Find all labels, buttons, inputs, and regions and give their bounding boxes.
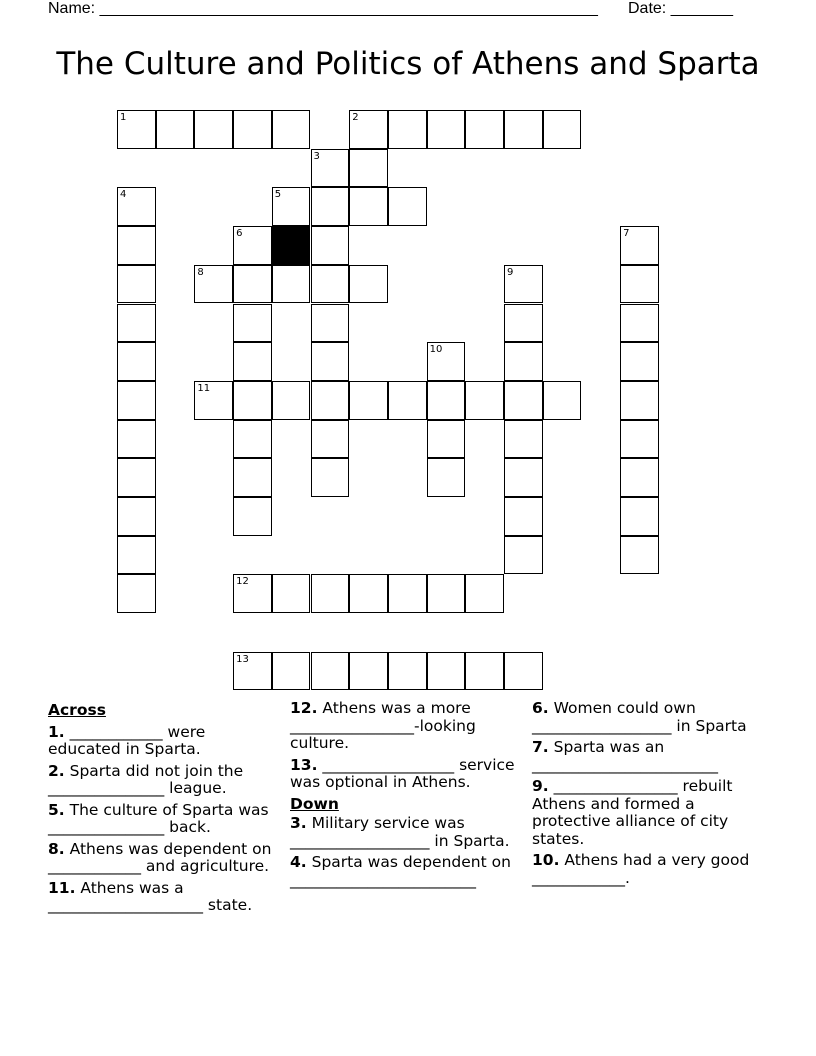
grid-cell[interactable] — [233, 110, 272, 149]
grid-cell[interactable] — [117, 226, 156, 265]
clue-item-text: ____________ were educated in Sparta. — [48, 722, 206, 758]
grid-cell[interactable] — [349, 574, 388, 613]
grid-cell[interactable] — [311, 304, 350, 343]
clue-number: 10 — [429, 344, 443, 356]
grid-cell[interactable] — [620, 420, 659, 459]
clue-number: 7 — [623, 228, 630, 240]
clue-item-text: _________________ service was optional in Athens. — [290, 755, 515, 791]
grid-cell[interactable] — [504, 458, 543, 497]
grid-cell[interactable] — [272, 265, 311, 304]
grid-cell[interactable] — [465, 652, 504, 691]
grid-cell[interactable] — [465, 381, 504, 420]
grid-cell[interactable] — [311, 187, 350, 226]
grid-cell[interactable] — [465, 574, 504, 613]
grid-cell[interactable] — [117, 381, 156, 420]
grid-cell[interactable] — [117, 304, 156, 343]
clues-column-3 — [532, 700, 772, 891]
clue-item-text: Athens was dependent on ____________ and agriculture. — [48, 839, 272, 875]
down-clue-list-continued — [532, 700, 772, 887]
page-title: The Culture and Politics of Athens and Sparta — [56, 46, 760, 82]
grid-cell[interactable] — [620, 536, 659, 575]
clue-item — [532, 852, 772, 887]
clue-item-text: The culture of Sparta was _______________ back. — [48, 800, 269, 836]
grid-cell[interactable] — [311, 420, 350, 459]
grid-cell[interactable] — [311, 458, 350, 497]
clue-number: 1 — [120, 112, 127, 123]
clue-number: 2 — [352, 112, 359, 123]
clue-item-number: 3. — [290, 814, 307, 832]
grid-cell[interactable] — [349, 265, 388, 304]
clue-item-number: 4. — [290, 853, 307, 871]
grid-cell[interactable] — [311, 226, 350, 265]
clue-item — [48, 724, 280, 759]
clue-item — [532, 700, 772, 735]
grid-cell[interactable] — [388, 110, 427, 149]
grid-cell[interactable] — [504, 420, 543, 459]
grid-cell[interactable] — [504, 652, 543, 691]
clue-item-number: 6. — [532, 699, 549, 717]
grid-cell[interactable] — [117, 265, 156, 304]
grid-cell[interactable] — [311, 381, 350, 420]
grid-cell[interactable] — [427, 458, 466, 497]
grid-cell[interactable] — [272, 574, 311, 613]
clue-number: 4 — [120, 189, 127, 201]
clue-item-number: 1. — [48, 722, 65, 741]
grid-cell[interactable] — [504, 536, 543, 575]
across-heading: Across — [48, 701, 106, 719]
grid-cell[interactable] — [543, 110, 582, 149]
grid-cell[interactable] — [233, 265, 272, 304]
grid-cell[interactable] — [620, 381, 659, 420]
grid-cell[interactable] — [504, 110, 543, 149]
grid-cell[interactable] — [427, 420, 466, 459]
grid-cell[interactable] — [272, 652, 311, 691]
grid-cell[interactable] — [311, 574, 350, 613]
grid-cell[interactable] — [117, 342, 156, 381]
grid-cell[interactable] — [465, 110, 504, 149]
date-field-label: Date: _______ — [628, 0, 733, 17]
down-heading: Down — [290, 794, 339, 813]
across-clue-list — [48, 724, 280, 915]
grid-cell[interactable] — [427, 574, 466, 613]
grid-cell[interactable] — [272, 381, 311, 420]
grid-cell[interactable] — [233, 342, 272, 381]
clue-item-text: Sparta was dependent on ________________________ — [290, 853, 511, 889]
clue-item-number: 9. — [532, 777, 549, 795]
grid-cell[interactable] — [117, 497, 156, 536]
grid-cell[interactable] — [504, 497, 543, 536]
grid-cell[interactable] — [388, 652, 427, 691]
clue-item — [290, 815, 526, 850]
across-clue-list-continued — [290, 700, 526, 792]
clue-item-text: Military service was __________________ in Sparta. — [290, 814, 510, 850]
grid-cell[interactable] — [427, 381, 466, 420]
clue-item-text: Athens was a more ________________-looking culture. — [290, 699, 476, 752]
grid-cell[interactable] — [117, 458, 156, 497]
clue-number: 11 — [197, 382, 211, 394]
grid-cell[interactable] — [117, 536, 156, 575]
grid-cell[interactable] — [388, 381, 427, 420]
grid-cell[interactable] — [504, 381, 543, 420]
grid-cell[interactable] — [117, 574, 156, 613]
clue-item-text: Women could own __________________ in Sparta — [532, 699, 747, 735]
name-field-label: Name: ________________________________________________________ — [48, 0, 598, 17]
clue-number: 13 — [236, 653, 249, 665]
clue-item-number: 11. — [48, 878, 76, 897]
grid-cell[interactable] — [233, 458, 272, 497]
clue-number: 8 — [197, 266, 204, 278]
clue-item-number: 10. — [532, 851, 560, 869]
clue-item-number: 2. — [48, 761, 65, 780]
clue-item-text: Sparta did not join the _______________ league. — [48, 761, 244, 797]
clue-item — [532, 739, 772, 774]
grid-cell[interactable] — [311, 652, 350, 691]
grid-cell[interactable] — [620, 458, 659, 497]
clue-item — [48, 802, 280, 837]
clue-item — [48, 880, 280, 915]
grid-cell[interactable] — [233, 304, 272, 343]
grid-cell[interactable] — [156, 110, 195, 149]
grid-cell[interactable] — [311, 342, 350, 381]
clues-column-2 — [290, 700, 526, 893]
grid-cell[interactable] — [311, 265, 350, 304]
clue-number: 6 — [236, 228, 243, 240]
clues-column-1 — [48, 700, 280, 919]
grid-cell[interactable] — [117, 420, 156, 459]
grid-cell[interactable] — [233, 497, 272, 536]
clue-item-number: 8. — [48, 839, 65, 858]
clue-item — [290, 700, 526, 753]
clue-item — [48, 841, 280, 876]
grid-cell[interactable] — [272, 110, 311, 149]
clue-item-text: Athens had a very good ____________. — [532, 851, 750, 887]
grid-cell[interactable] — [504, 304, 543, 343]
grid-cell[interactable] — [543, 381, 582, 420]
black-cell — [272, 226, 311, 265]
clue-item — [532, 778, 772, 848]
grid-cell[interactable] — [427, 110, 466, 149]
clue-number: 9 — [507, 266, 514, 278]
grid-cell[interactable] — [620, 265, 659, 304]
grid-cell[interactable] — [620, 497, 659, 536]
clue-item-number: 7. — [532, 738, 549, 756]
clue-item — [48, 763, 280, 798]
clue-number: 3 — [313, 150, 320, 162]
clue-item-text: ________________ rebuilt Athens and formed a protective alliance of city states. — [532, 777, 733, 848]
grid-cell[interactable] — [504, 342, 543, 381]
grid-cell[interactable] — [427, 652, 466, 691]
grid-cell[interactable] — [620, 342, 659, 381]
grid-cell[interactable] — [349, 187, 388, 226]
clue-item-text: Sparta was an ________________________ — [532, 738, 718, 774]
down-clue-list — [290, 815, 526, 889]
clue-item-number: 12. — [290, 699, 318, 717]
grid-cell[interactable] — [233, 420, 272, 459]
grid-cell[interactable] — [194, 110, 233, 149]
clue-item-number: 5. — [48, 800, 65, 819]
clue-item-number: 13. — [290, 755, 318, 774]
clue-item — [290, 854, 526, 889]
clue-item — [290, 757, 526, 792]
clue-number: 5 — [274, 189, 282, 201]
clue-item-text: Athens was a ____________________ state. — [48, 878, 253, 914]
grid-cell[interactable] — [349, 652, 388, 691]
grid-cell[interactable] — [349, 149, 388, 188]
grid-cell[interactable] — [349, 381, 388, 420]
grid-cell[interactable] — [620, 304, 659, 343]
clue-number: 12 — [236, 576, 249, 588]
grid-cell[interactable] — [388, 574, 427, 613]
grid-cell[interactable] — [233, 381, 272, 420]
grid-cell[interactable] — [388, 187, 427, 226]
